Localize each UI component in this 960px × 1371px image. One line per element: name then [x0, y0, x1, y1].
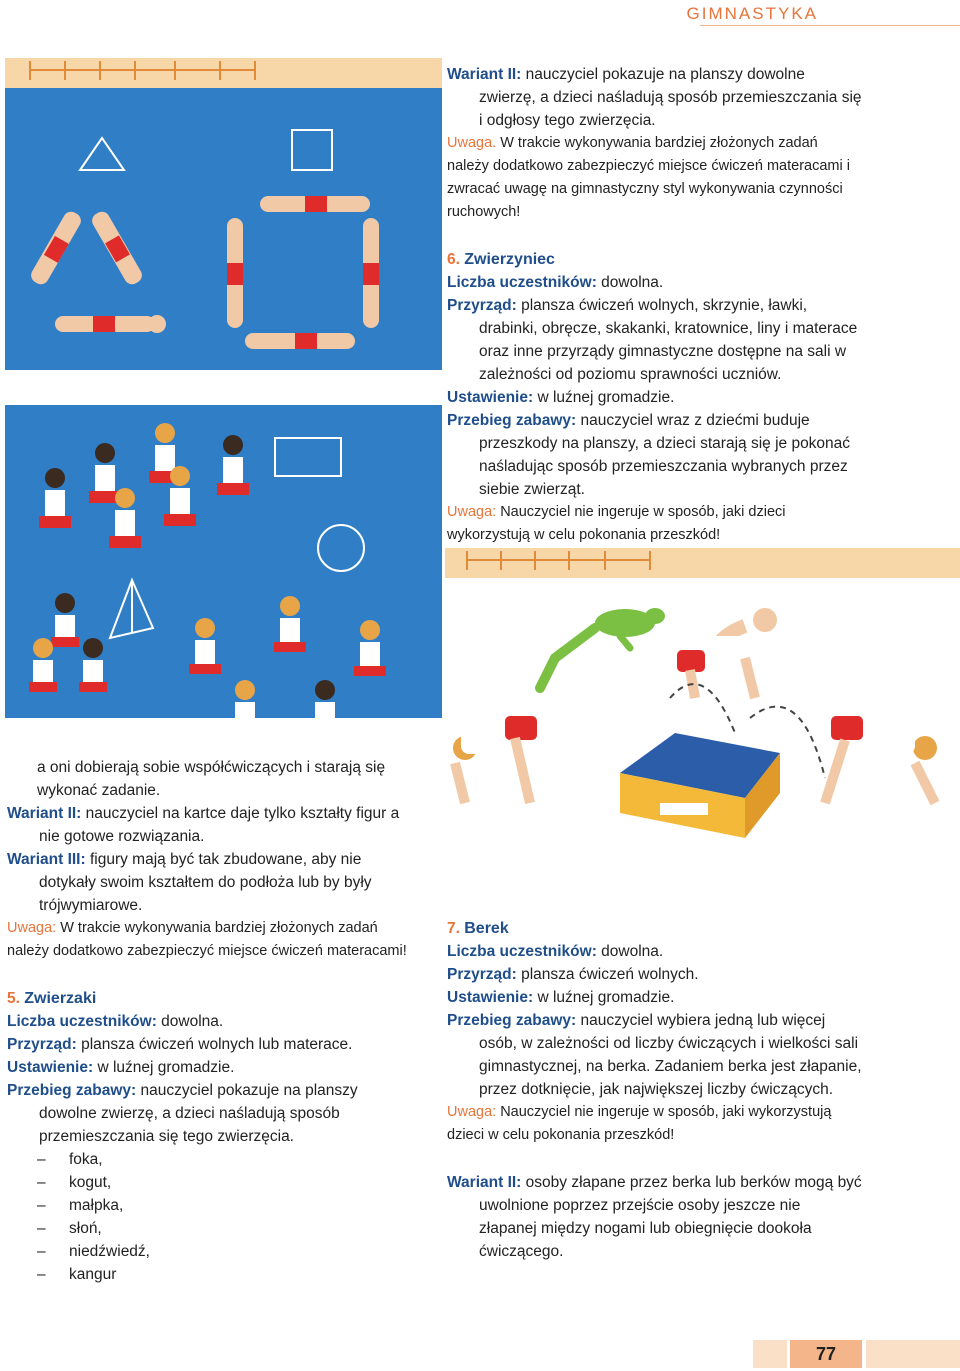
list-item: – niedźwiedź,	[37, 1240, 417, 1263]
section-5-heading: 5. Zwierzaki	[7, 990, 97, 1007]
list-item: – kangur	[37, 1263, 417, 1286]
section-7-note: Uwaga: Nauczyciel nie ingeruje w sposób, jaki wykorzystują dzieci w celu pokonania przeszkód!	[447, 1104, 832, 1143]
frog-icon	[540, 608, 665, 688]
footer-bar-right	[866, 1340, 960, 1368]
section-6-tools: Przyrząd: plansza ćwiczeń wolnych, skrzynie, ławki, drabinki, obręcze, skakanki, kratownice, liny i materace oraz inne przyrządy gimnastyczne dostępne na sali w zależności od poziomu sprawności uczniów.	[447, 297, 858, 383]
list-item: – foka,	[37, 1148, 417, 1171]
note-paragraph: Uwaga. W trakcie wykonywania bardziej złożonych zadań należy dodatkowo zabezpieczyć miejsce ćwiczeń materacami i zwracać uwagę na gimnastyczny styl wykonywania czynności ruchowych!	[447, 135, 850, 220]
section-6-count: Liczba uczestników: dowolna.	[447, 274, 664, 291]
section-6-setup: Ustawienie: w luźnej gromadzie.	[447, 389, 675, 406]
right-column-top	[447, 63, 862, 547]
crouching-child-left	[453, 716, 537, 803]
section-7-heading: 7. Berek	[447, 920, 509, 937]
section-5-course: Przebieg zabawy: nauczyciel pokazuje na planszy dowolne zwierzę, a dzieci naśladują sposób przemieszczania się tego zwierzęcia.	[7, 1082, 358, 1145]
animal-list	[7, 1148, 417, 1286]
crouching-child-right	[825, 716, 937, 803]
variant-ii-paragraph: Wariant II: nauczyciel na kartce daje tylko kształty figur a nie gotowe rozwiązania.	[7, 805, 400, 845]
wood-floor-top	[5, 58, 442, 88]
frog-jump-illustration	[445, 548, 960, 898]
wood-floor-top-2	[445, 548, 960, 578]
vaulting-box	[620, 733, 780, 838]
gym-figures-illustration	[5, 58, 442, 718]
list-item: – małpka,	[37, 1194, 417, 1217]
section-7-tools: Przyrząd: plansza ćwiczeń wolnych.	[447, 966, 699, 983]
section-5-setup: Ustawienie: w luźnej gromadzie.	[7, 1059, 235, 1076]
header-rule	[700, 25, 960, 26]
footer-bar-left	[753, 1340, 787, 1368]
left-column-bottom	[7, 756, 417, 1286]
variant-ii-paragraph: Wariant II: nauczyciel pokazuje na planszy dowolne zwierzę, a dzieci naśladują sposób przemieszczania się i odgłosy tego zwierzęcia.	[447, 66, 862, 129]
page-number: 77	[790, 1340, 862, 1368]
section-5-count: Liczba uczestników: dowolna.	[7, 1013, 224, 1030]
right-column-bottom	[447, 917, 862, 1263]
section-5-tools: Przyrząd: plansza ćwiczeń wolnych lub materace.	[7, 1036, 353, 1053]
list-item: – kogut,	[37, 1171, 417, 1194]
continuation-paragraph: a oni dobierają sobie współćwiczących i starają się wykonać zadanie.	[37, 759, 386, 799]
section-7-setup: Ustawienie: w luźnej gromadzie.	[447, 989, 675, 1006]
variant-iii-paragraph: Wariant III: figury mają być tak zbudowane, aby nie dotykały swoim kształtem do podłoża lub by były trójwymiarowe.	[7, 851, 372, 914]
section-7-course: Przebieg zabawy: nauczyciel wybiera jedną lub więcej osób, w zależności od liczby ćwiczących i wielkości sali gimnastycznej, na berka. Zadaniem berka jest złapanie, przez dotknięcie, jak największej liczby ćwiczących.	[447, 1012, 862, 1098]
list-item: – słoń,	[37, 1217, 417, 1240]
section-7-variant: Wariant II: osoby złapane przez berka lub berków mogą być uwolnione poprzez przejście osoby jeszcze nie złapanej między nogami lub obiegnięcie dookoła ćwiczącego.	[447, 1174, 862, 1260]
note-paragraph: Uwaga: W trakcie wykonywania bardziej złożonych zadań należy dodatkowo zabezpieczyć miejsce ćwiczeń materacami!	[7, 920, 407, 959]
section-6-heading: 6. Zwierzyniec	[447, 251, 555, 268]
section-header: GIMNASTYKA	[686, 4, 818, 23]
section-6-note: Uwaga: Nauczyciel nie ingeruje w sposób, jaki dzieci wykorzystują w celu pokonania przeszkód!	[447, 504, 786, 543]
section-7-count: Liczba uczestników: dowolna.	[447, 943, 664, 960]
section-6-course: Przebieg zabawy: nauczyciel wraz z dziećmi buduje przeszkody na planszy, a dzieci starają się je pokonać naśladując sposób przemieszczania wybranych przez siebie zwierząt.	[447, 412, 851, 498]
